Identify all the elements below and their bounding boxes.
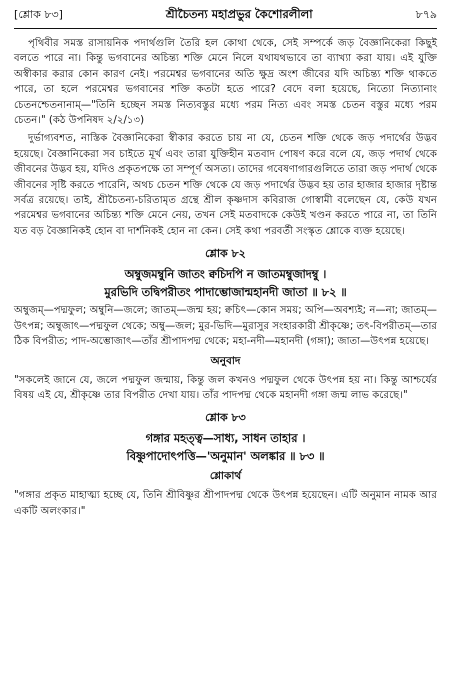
verse-line: গঙ্গার মহত্ত্ব—সাধ্য, সাধন তাহার । (145, 432, 306, 446)
translation-text: "সকলেই জানে যে, জলে পদ্মফুল জন্মায়, কিন্তু জল কখনও পদ্মফুল থেকে উৎপন্ন হয় না। কিন্তু আশ্চর্যের বিষয় এই যে, শ্রীকৃষ্ণে তার বিপরীত দেখা যায়। তাঁর পাদপদ্ম থেকে মহানদী গঙ্গা জন্ম লাভ করেছে।" (14, 374, 437, 401)
verse-line: অম্বুজমম্বুনি জাতং ক্বচিদপি ন জাতমম্বুজাদম্বু । (124, 268, 327, 282)
header-verse-ref: [শ্লোক ৮৩] (14, 8, 63, 21)
intro-paragraph: পৃথিবীর সমস্ত রাসায়নিক পদার্থগুলি তৈরি হল কোথা থেকে, সেই সম্পর্কে জড় বৈজ্ঞানিকেরা কিছুই বলতে পারে না। কিন্তু ভগবানের অচিন্ত্য শক্তি মেনে নিলে যথাযথভাবে তা ব্যাখ্যা করা যায়। এই যুক্তি অস্বীকার করার কোন কারণ নেই। পরমেশ্বর ভগবানের অতি ক্ষুদ্র অংশ জীবের যদি অচিন্ত্য শক্তি থাকতে পারে, তা হলে পরমেশ্বর ভগবানের শক্তি কতটা হতে পারে? বেদে বলা হয়েছে, নিত্যো নিত্যানাং চেতনশ্চেতনানাম্—"তিনি হচ্ছেন সমস্ত নিত্যবস্তুর মধ্যে পরম নিত্য এবং সমস্ত চেতন বস্তুর মধ্যে পরম চেতন।" (কঠ উপনিষদ ২/২/১৩) (14, 38, 437, 127)
verse-heading: শ্লোক ৮২ (205, 247, 246, 261)
verse-heading: শ্লোক ৮৩ (205, 411, 246, 425)
intro-paragraph: দুর্ভাগ্যবশত, নাস্তিক বৈজ্ঞানিকেরা স্বীকার করতে চায় না যে, চেতন শক্তি থেকে জড় পদার্থের উদ্ভব হয়েছে। বৈজ্ঞানিকেরা সব চাইতে মূর্খ এবং তারা যুক্তিহীন মতবাদ পোষণ করে বলে যে, জড় পদার্থ থেকে জীবনের উদ্ভব হয়, যদিও প্রকৃতপক্ষে তা সম্পূর্ণ অসত্য। তাদের গবেষণাগারগুলিতে তারা জড় পদার্থ থেকে জীবনের সৃষ্টি করতে পারেনি, অথচ চেতন শক্তি থেকে যে জড় পদার্থের উদ্ভব হয় তার হাজার হাজার দৃষ্টান্ত সর্বত্র রয়েছে। তাই, শ্রীচৈতন্য-চরিতামৃত গ্রন্থে শ্রীল কৃষ্ণদাস কবিরাজ গোস্বামী বলেছেন যে, কেউ যখন পরমেশ্বর ভগবানের অচিন্ত্য শক্তি মেনে নেয়, তখন সেই মতবাদকে কেউই খণ্ডন করতে পারে না, তা তিনি যত বড় বৈজ্ঞানিকই হোন বা দার্শনিকই হোন না কেন। সেই কথা পরবর্তী সংস্কৃত শ্লোকে ব্যক্ত হয়েছে। (14, 133, 437, 237)
header-title: শ্রীচৈতন্য মহাপ্রভুর কৈশোরলীলা (165, 7, 313, 21)
translation-heading: শ্লোকার্থ (209, 470, 242, 483)
running-header (14, 6, 437, 29)
verse-line: মুরভিদি তদ্বিপরীতং পাদাম্ভোজান্মহানদী জাতা ॥ ৮২ ॥ (104, 286, 347, 300)
translation-heading: অনুবাদ (210, 354, 241, 367)
verse-line: বিষ্ণুপাদোৎপত্তি—'অনুমান' অলঙ্কার ॥ ৮৩ ॥ (126, 450, 325, 464)
word-meanings: অম্বুজম্—পদ্মফুল; অম্বুনি—জলে; জাতম্—জন্ম হয়; ক্বচিৎ—কোন সময়; অপি—অবশ্যই; ন—না; জাতম্—উৎপন্ন; অম্বুজাৎ—পদ্মফুল থেকে; অম্বু—জল; মুর-ভিদি—মুরাসুর সংহারকারী শ্রীকৃষ্ণে; তৎ-বিপরীতম্—তার ঠিক বিপরীত; পাদ-অম্ভোজাৎ—তাঁর শ্রীপাদপদ্ম থেকে; মহা-নদী—মহানদী (গঙ্গা); জাতা—উৎপন্ন হয়েছে। (14, 305, 437, 348)
page-number: ৮৭৯ (415, 8, 437, 21)
translation-text: "গঙ্গার প্রকৃত মাহাত্ম্য হচ্ছে যে, তিনি শ্রীবিষ্ণুর শ্রীপাদপদ্ম থেকে উৎপন্ন হয়েছেন। এটি অনুমান নামক আর একটি অলংকার।" (14, 490, 437, 517)
